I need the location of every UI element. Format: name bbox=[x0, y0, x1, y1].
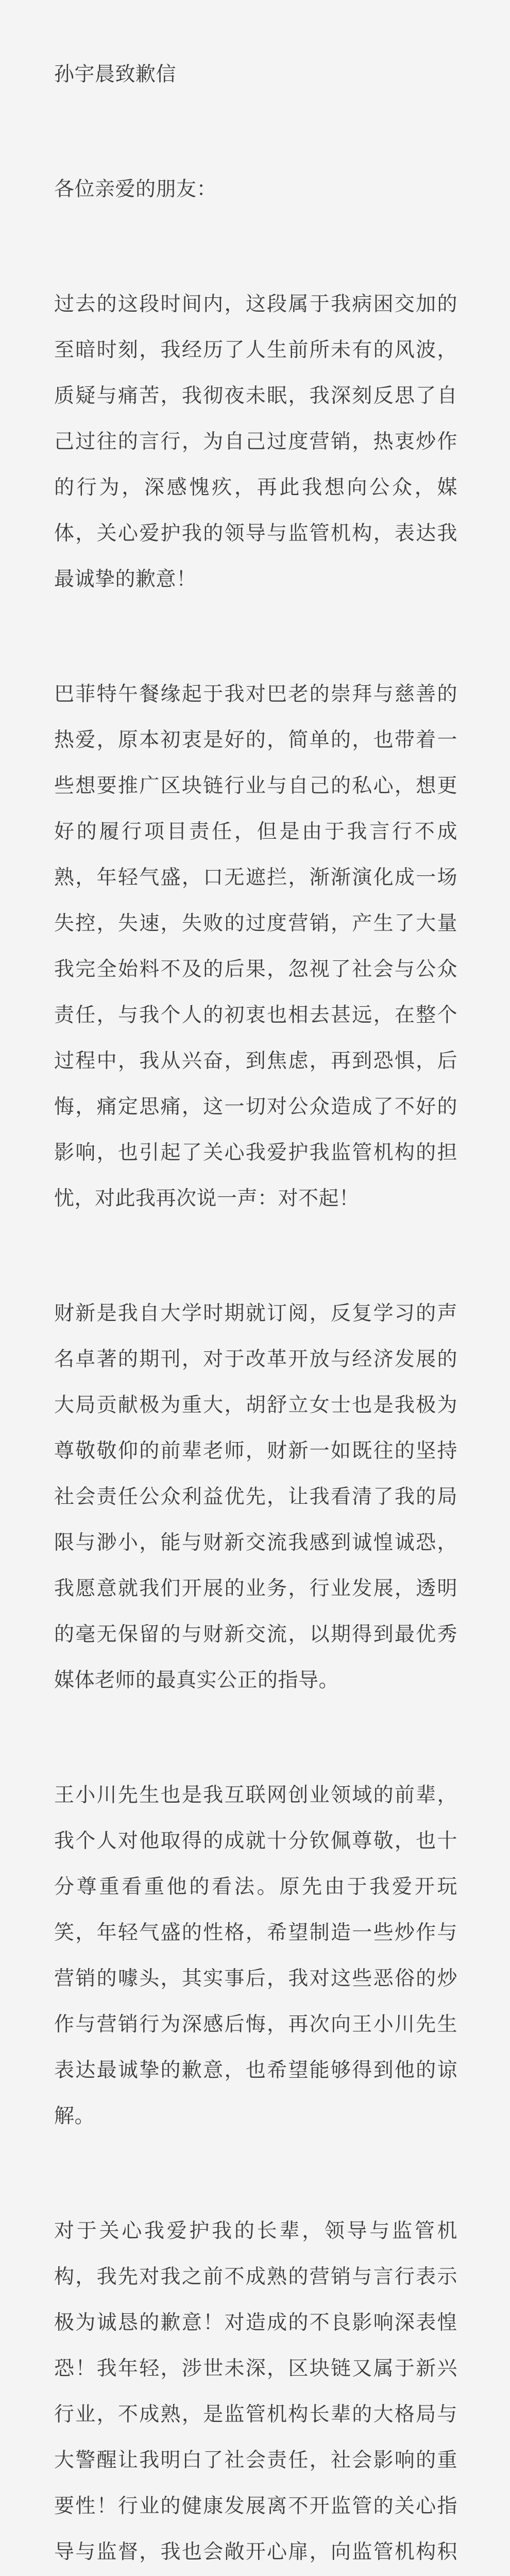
letter-title: 孙宇晨致歉信 bbox=[54, 63, 177, 86]
letter-paragraph-4: 王小川先生也是我互联网创业领域的前辈，我个人对他取得的成就十分钦佩尊敬，也十分尊重看重他的看法。原先由于我爱开玩笑，年轻气盛的性格，希望制造一些炒作与营销的噱头，其实事后，我对这些恶俗的炒作与营销行为深感后悔，再次向王小川先生表达最诚挚的歉意，也希望能够得到他的谅解。 bbox=[54, 1784, 457, 2128]
letter-paragraph-2: 巴菲特午餐缘起于我对巴老的崇拜与慈善的热爱，原本初衷是好的，简单的，也带着一些想要推广区块链行业与自己的私心，想更好的履行项目责任，但是由于我言行不成熟，年轻气盛，口无遮拦，渐渐演化成一场失控，失速，失败的过度营销，产生了大量我完全始料不及的后果，忽视了社会与公众责任，与我个人的初衷也相去甚远，在整个过程中，我从兴奋，到焦虑，再到恐惧，后悔，痛定思痛，这一切对公众造成了不好的影响，也引起了关心我爱护我监管机构的担忧，对此我再次说一声：对不起！ bbox=[54, 683, 457, 1210]
letter-body bbox=[54, 52, 457, 2576]
letter-paragraph-5: 对于关心我爱护我的长辈，领导与监管机构，我先对我之前不成熟的营销与言行表示极为诚恳的歉意！对造成的不良影响深表惶恐！我年轻，涉世未深，区块链又属于新兴行业，不成熟，是监管机构长辈的大格局与大警醒让我明白了社会责任，社会影响的重要性！行业的健康发展离不开监管的关心指导与监督，我也会敞开心扉，向监管机构积 bbox=[54, 2219, 457, 2564]
letter-paragraph-1: 过去的这段时间内，这段属于我病困交加的至暗时刻，我经历了人生前所未有的风波，质疑与痛苦，我彻夜未眠，我深刻反思了自己过往的言行，为自己过度营销，热衷炒作的行为，深感愧疚，再此我想向公众，媒体，关心爱护我的领导与监管机构，表达我最诚挚的歉意！ bbox=[54, 293, 457, 591]
letter-greeting: 各位亲爱的朋友： bbox=[54, 178, 217, 201]
letter-paragraph-3: 财新是我自大学时期就订阅，反复学习的声名卓著的期刊，对于改革开放与经济发展的大局贡献极为重大，胡舒立女士也是我极为尊敬敬仰的前辈老师，财新一如既往的坚持社会责任公众利益优先，让我看清了我的局限与渺小，能与财新交流我感到诚惶诚恐，我愿意就我们开展的业务，行业发展，透明的毫无保留的与财新交流，以期得到最优秀媒体老师的最真实公正的指导。 bbox=[54, 1302, 457, 1692]
